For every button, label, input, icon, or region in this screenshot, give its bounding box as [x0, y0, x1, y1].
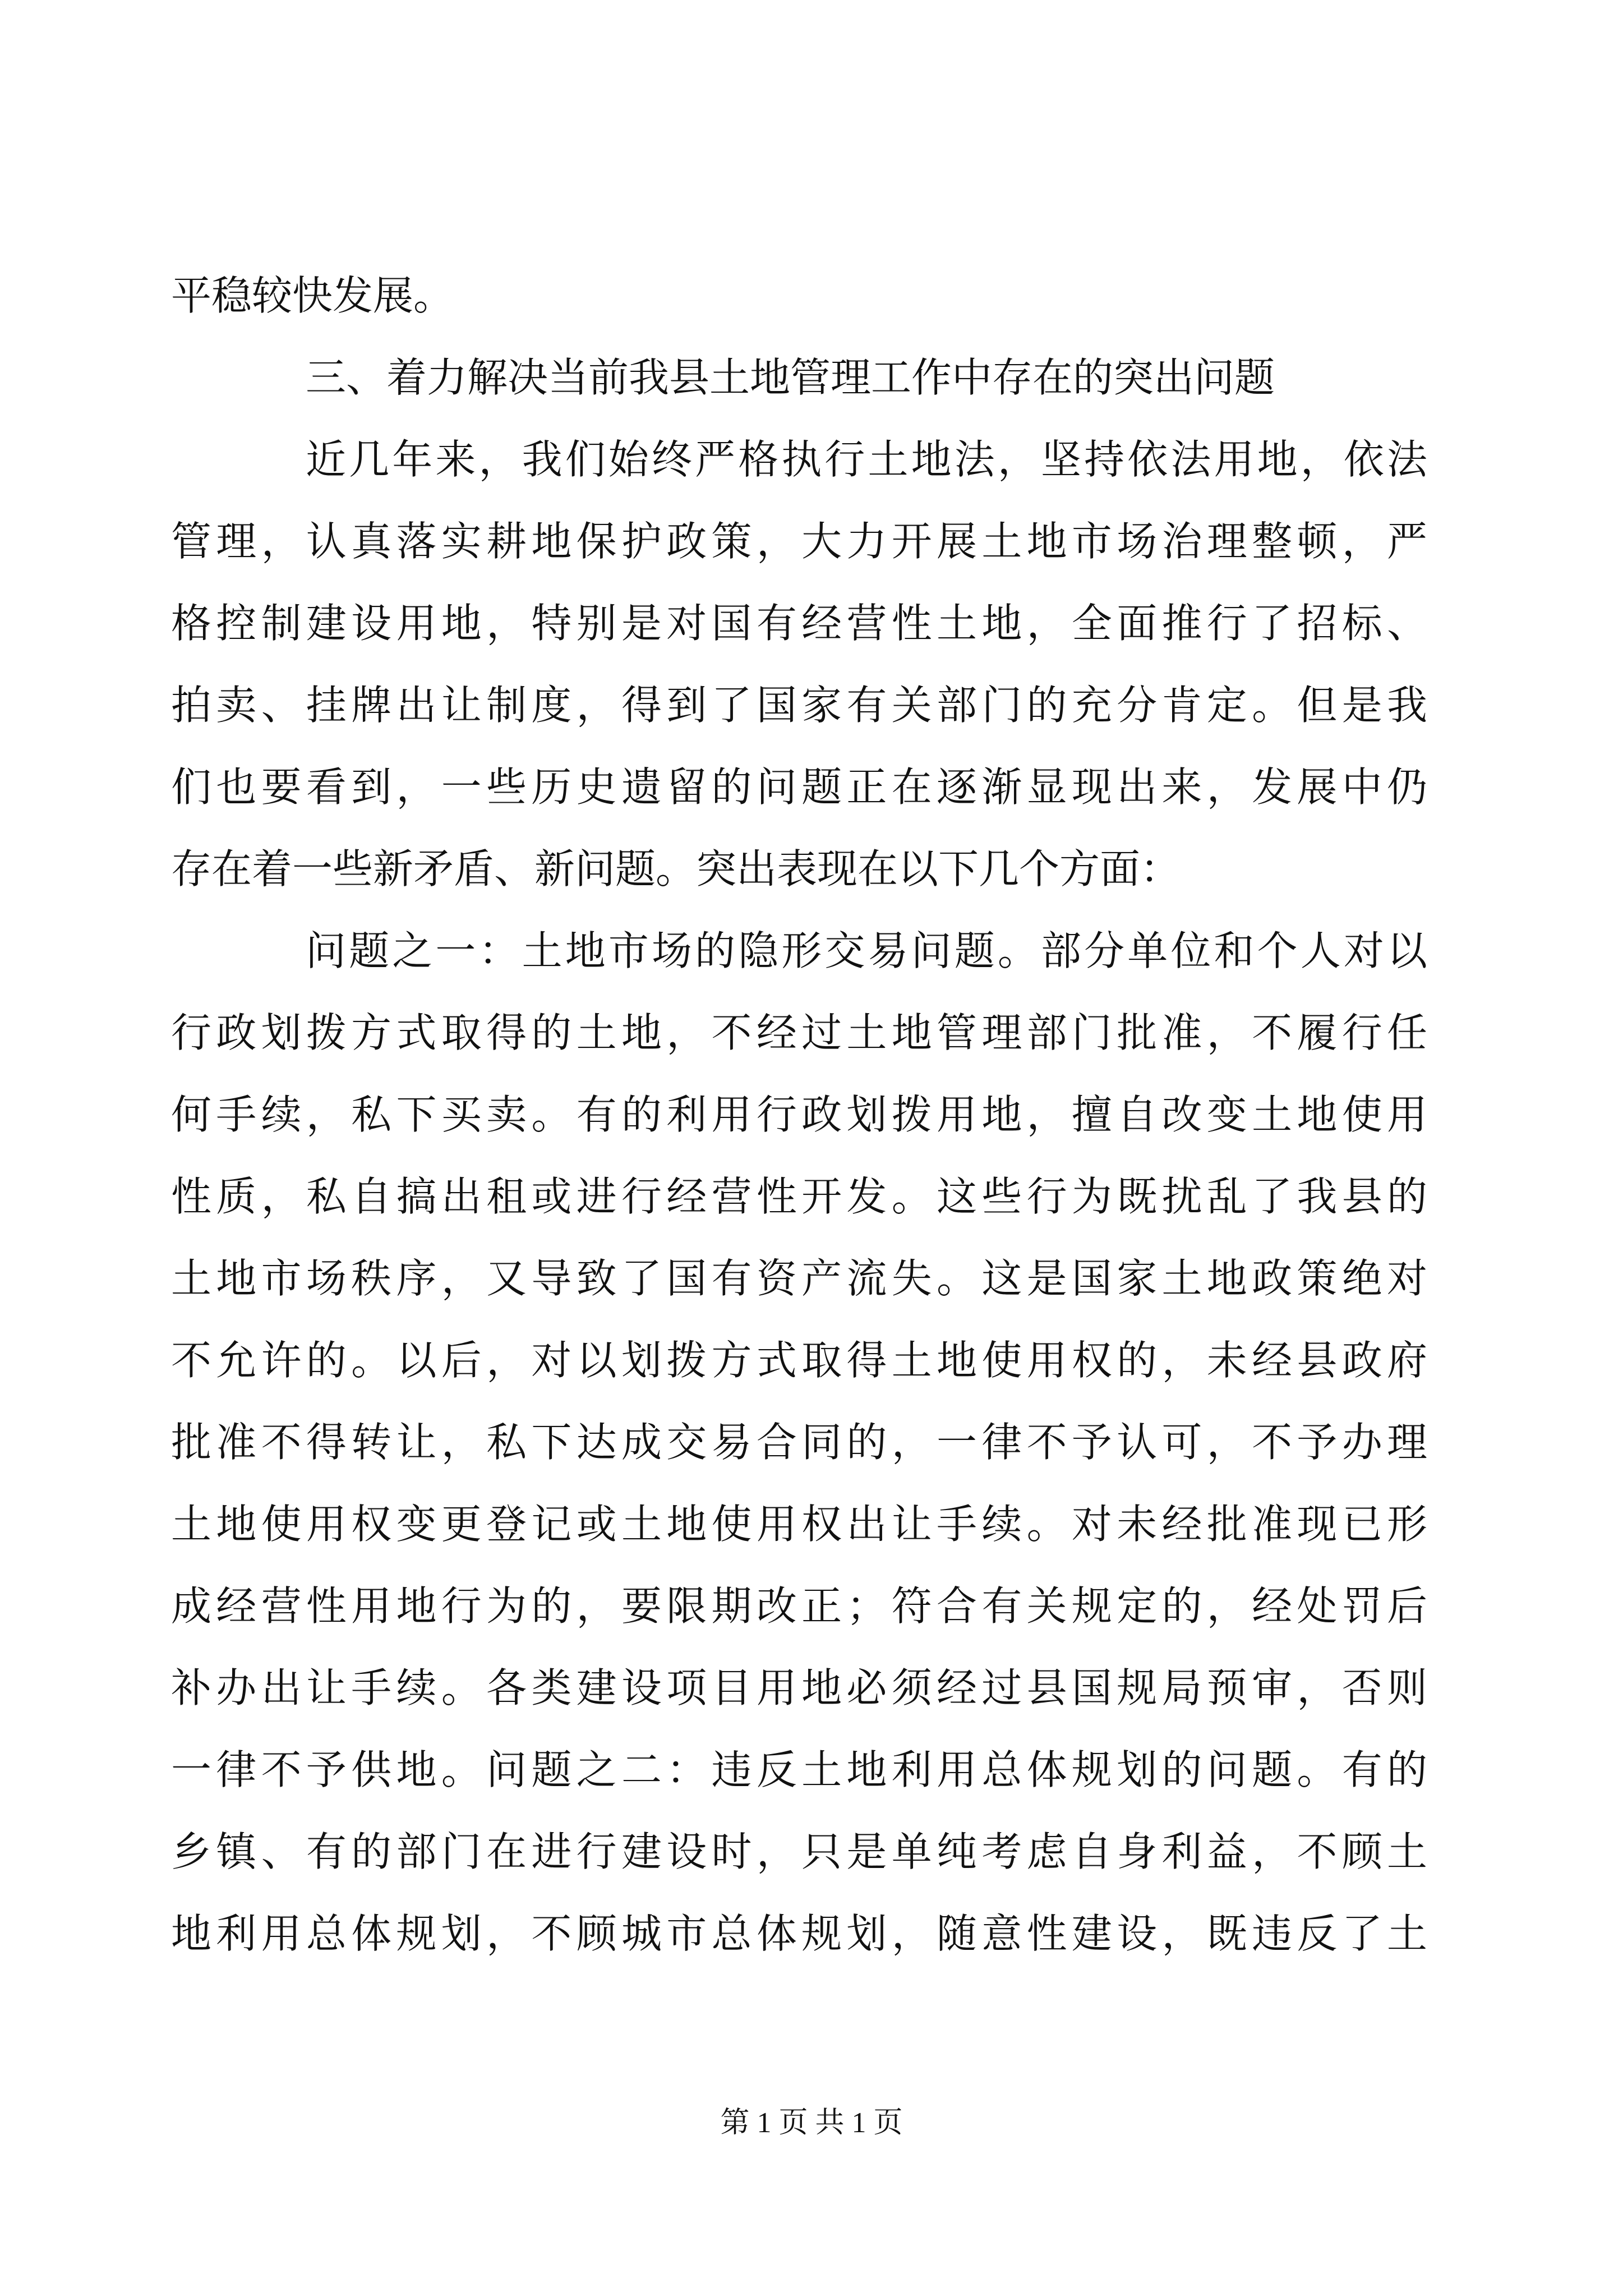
text-line: 一律不予供地。问题之二：违反土地利用总体规划的问题。有的: [171, 1746, 1427, 1793]
text-line: 地利用总体规划，不顾城市总体规划，随意性建设，既违反了土: [171, 1910, 1427, 1957]
text-line: 平稳较快发展。: [171, 272, 454, 319]
text-line: 何手续，私下买卖。有的利用行政划拨用地，擅自改变土地使用: [171, 1091, 1427, 1138]
text-line: 不允许的。以后，对以划拨方式取得土地使用权的，未经县政府: [171, 1337, 1427, 1384]
text-line: 批准不得转让，私下达成交易合同的，一律不予认可，不予办理: [171, 1419, 1427, 1466]
text-line: 乡镇、有的部门在进行建设时，只是单纯考虑自身利益，不顾土: [171, 1828, 1427, 1875]
page-footer: 第 1 页 共 1 页: [720, 2107, 903, 2139]
text-line: 拍卖、挂牌出让制度，得到了国家有关部门的充分肯定。但是我: [171, 682, 1427, 729]
text-line: 们也要看到，一些历史遗留的问题正在逐渐显现出来，发展中仍: [171, 763, 1427, 811]
text-line: 土地市场秩序，又导致了国有资产流失。这是国家土地政策绝对: [171, 1255, 1427, 1302]
text-line: 性质，私自搞出租或进行经营性开发。这些行为既扰乱了我县的: [171, 1173, 1427, 1220]
text-line: 近几年来，我们始终严格执行土地法，坚持依法用地，依法: [306, 436, 1427, 483]
text-line: 补办出让手续。各类建设项目用地必须经过县国规局预审，否则: [171, 1664, 1427, 1711]
text-line: 成经营性用地行为的，要限期改正；符合有关规定的，经处罚后: [171, 1582, 1427, 1630]
section-heading: 三、着力解决当前我县土地管理工作中存在的突出问题: [306, 354, 1275, 401]
text-line: 格控制建设用地，特别是对国有经营性土地，全面推行了招标、: [171, 600, 1427, 647]
text-line: 土地使用权变更登记或土地使用权出让手续。对未经批准现已形: [171, 1501, 1427, 1548]
text-line: 存在着一些新矛盾、新问题。突出表现在以下几个方面：: [171, 845, 1181, 892]
text-line: 问题之一：土地市场的隐形交易问题。部分单位和个人对以: [306, 927, 1427, 974]
text-line: 行政划拨方式取得的土地，不经过土地管理部门批准，不履行任: [171, 1009, 1427, 1056]
text-line: 管理，认真落实耕地保护政策，大力开展土地市场治理整顿，严: [171, 518, 1427, 565]
